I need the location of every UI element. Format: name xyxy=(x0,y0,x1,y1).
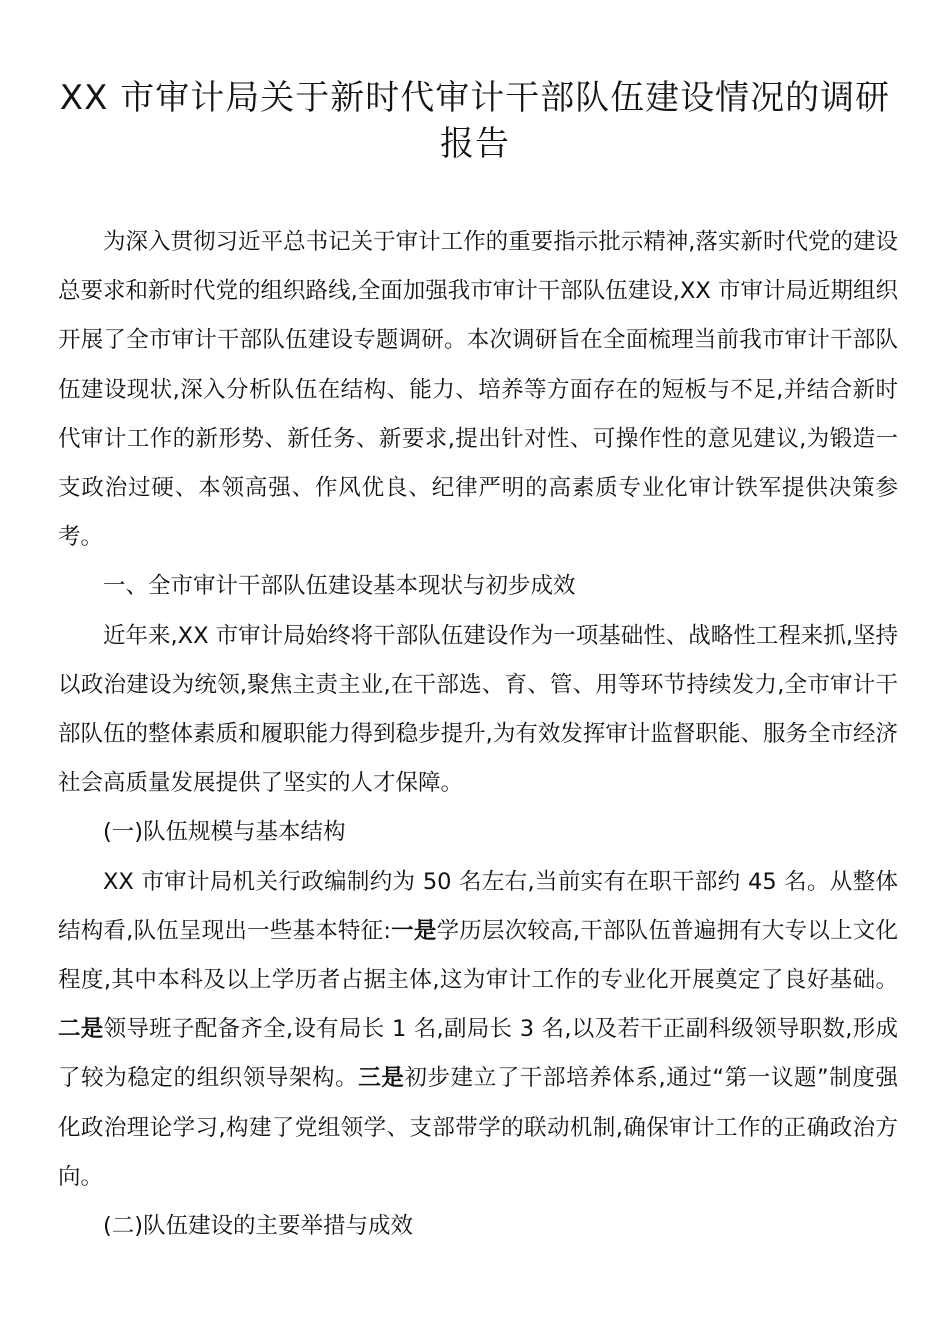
point-two-label: 二是 xyxy=(58,1016,104,1043)
document-title-line-1: XX 市审计局关于新时代审计干部队伍建设情况的调研 xyxy=(59,78,891,118)
sub1-text-d: 初步建立了干部培养体系,通过“第一议题”制度强化政治理论学习,构建了党组领学、支部带学的联动机制,确保审计工作的正确政治方向。 xyxy=(58,1065,898,1190)
point-one-label: 一是 xyxy=(390,917,437,944)
sub1-text-b: 学历层次较高,干部队伍普遍拥有大专以上文化程度,其中本科及以上学历者占据主体,这为审计工作的专业化开展奠定了良好基础。 xyxy=(58,917,898,994)
document-body xyxy=(58,218,898,1251)
sub1-text-a: XX 市审计局机关行政编制约为 50 名左右,当前实有在职干部约 45 名。从整体结构看,队伍呈现出一些基本特征: xyxy=(58,868,898,944)
section-1-paragraph: 近年来,XX 市审计局始终将干部队伍建设作为一项基础性、战略性工程来抓,坚持以政治建设为统领,聚焦主责主业,在干部选、育、管、用等环节持续发力,全市审计干部队伍的整体素质和履职能力得到稳步提升,为有效发挥审计监督职能、服务全市经济社会高质量发展提供了坚实的人才保障。 xyxy=(58,622,898,797)
subsection-2-heading: (二)队伍建设的主要举措与成效 xyxy=(103,1213,414,1240)
subsection-1-heading: (一)队伍规模与基本结构 xyxy=(103,819,346,846)
intro-paragraph: 为深入贯彻习近平总书记关于审计工作的重要指示批示精神,落实新时代党的建设总要求和新时代党的组织路线,全面加强我市审计干部队伍建设,XX 市审计局近期组织开展了全市审计干部队伍建设专题调研。本次调研旨在全面梳理当前我市审计干部队伍建设现状,深入分析队伍在结构、能力、培养等方面存在的短板与不足,并结合新时代审计工作的新形势、新任务、新要求,提出针对性、可操作性的意见建议,为锻造一支政治过硬、本领高强、作风优良、纪律严明的高素质专业化审计铁军提供决策参考。 xyxy=(58,229,898,551)
point-three-label: 三是 xyxy=(358,1065,405,1092)
sub1-text-c: 领导班子配备齐全,设有局长 1 名,副局长 3 名,以及若干正副科级领导职数,形成了较为稳定的组织领导架构。 xyxy=(58,1016,898,1092)
subsection-1-paragraph xyxy=(58,858,898,1202)
section-1-heading: 一、全市审计干部队伍建设基本现状与初步成效 xyxy=(103,573,576,600)
document-title-line-2: 报告 xyxy=(440,124,510,164)
